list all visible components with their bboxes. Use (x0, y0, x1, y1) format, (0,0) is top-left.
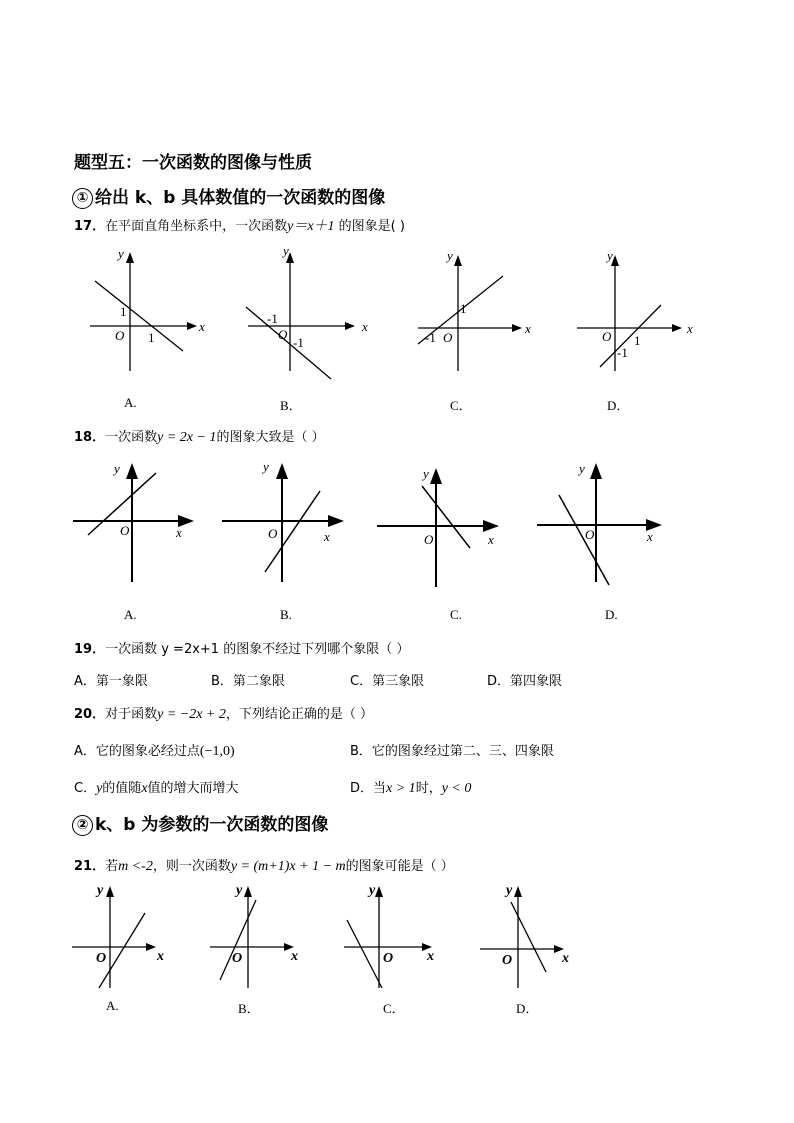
q19-option-d: D．第四象限 (487, 674, 563, 689)
x-intercept-label: 1 (634, 333, 641, 348)
origin-label: O (383, 951, 394, 966)
q18-option-b-label: B. (280, 607, 292, 622)
q20-option-c-end: 值的增大而增大 (147, 781, 239, 796)
x-axis-label: x (324, 529, 330, 544)
q20-option-b: B．它的图象经过第二、三、四象限 (350, 744, 554, 759)
q20-option-c-prefix: C． (74, 781, 97, 796)
origin-label: O (278, 327, 288, 342)
origin-label: O (96, 951, 107, 966)
q20-option-d-mid: 时， (415, 781, 442, 796)
q17-graph-b (243, 243, 373, 373)
subsection-2-title: k、b 为参数的一次函数的图像 (95, 815, 329, 835)
q18-number: 18． (74, 430, 106, 445)
q18-graph-a (70, 455, 205, 590)
q21-option-b-label: B． (238, 1001, 260, 1016)
circled-two-mark: ② (72, 815, 93, 836)
q17-graph-a (85, 243, 215, 373)
q20-option-c-mid: 的值随 (102, 781, 142, 796)
q21-graph-b (208, 880, 308, 990)
q18-stem (74, 426, 325, 446)
x-axis-label: x (157, 949, 164, 964)
q18-graph-c (375, 460, 510, 595)
q20-number: 20． (74, 707, 106, 722)
q17-graph-c (415, 243, 545, 373)
q21-text-mid: ，则一次函数 (152, 859, 231, 874)
q17-text-after: 的图象是( ) (334, 219, 405, 234)
q21-graph-d (478, 880, 578, 990)
q20-option-d-prefix: D．当 (350, 781, 387, 796)
q19-option-c: C．第三象限 (350, 674, 425, 689)
y-axis-label: y (283, 243, 289, 258)
q21-stem (74, 855, 454, 875)
origin-label: O (602, 329, 612, 344)
q20-option-c (74, 777, 239, 797)
q18-text-before: 一次函数 (105, 430, 158, 445)
q19-number: 19． (74, 642, 106, 657)
y-axis-label: y (447, 248, 453, 263)
x-axis-label: x (562, 951, 569, 966)
y-axis-label: y (263, 459, 269, 474)
q21-text-before: 若 (105, 859, 119, 874)
origin-label: O (443, 330, 453, 345)
origin-label: O (232, 951, 243, 966)
x-axis-label: x (687, 321, 693, 336)
q19-option-b: B．第二象限 (211, 674, 285, 689)
q20-option-d-cond: x > 1 (386, 781, 416, 796)
origin-label: O (268, 526, 278, 541)
origin-label: O (502, 953, 513, 968)
y-axis-label: y (579, 461, 585, 476)
q18-option-a-label: A. (124, 607, 137, 622)
q20-option-d (350, 777, 471, 797)
x-intercept-label: -1 (267, 311, 278, 326)
q20-option-a-text: A．它的图象必经过点 (74, 744, 200, 759)
q21-text-after: 的图象可能是（ ） (345, 859, 454, 874)
q18-formula: y = 2x − 1 (157, 430, 217, 445)
x-axis-label: x (199, 319, 205, 334)
q20-formula: y = −2x + 2 (157, 707, 226, 722)
q17-option-a-label: A. (124, 395, 137, 410)
q17-option-c-label: C． (450, 398, 472, 413)
origin-label: O (585, 527, 595, 542)
q19-text: 一次函数 y =2x+1 的图象不经过下列哪个象限（ ） (105, 642, 410, 657)
q17-graph-d (575, 243, 705, 373)
q19-option-a: A．第一象限 (74, 674, 148, 689)
y-intercept-label: 1 (460, 301, 467, 316)
q20-stem (74, 703, 373, 723)
y-intercept-label: -1 (617, 345, 628, 360)
q21-graph-c (342, 880, 442, 990)
q21-option-c-label: C． (383, 1001, 405, 1016)
y-axis-label: y (236, 883, 243, 898)
q20-option-c-var-y: y (96, 781, 103, 796)
y-axis-label: y (118, 246, 124, 261)
y-axis-label: y (506, 883, 513, 898)
x-axis-label: x (427, 949, 434, 964)
q17-number: 17． (74, 219, 106, 234)
y-intercept-label: 1 (120, 304, 127, 319)
x-axis-label: x (362, 319, 368, 334)
q21-formula: y = (m+1)x + 1 − m (230, 859, 346, 874)
q21-graph-a (70, 880, 170, 990)
origin-label: O (120, 523, 130, 538)
origin-label: O (115, 328, 125, 343)
q17-option-b-label: B． (280, 398, 302, 413)
subsection-1-title: 给出 k、b 具体数值的一次函数的图像 (95, 188, 386, 208)
y-axis-label: y (423, 466, 429, 481)
x-intercept-label: -1 (425, 330, 436, 345)
y-axis-label: y (607, 248, 613, 263)
q17-stem (74, 215, 405, 235)
q17-option-d-label: D． (607, 398, 630, 413)
x-axis-label: x (488, 532, 494, 547)
q18-text-after: 的图象大致是（ ） (216, 430, 325, 445)
x-axis-label: x (176, 525, 182, 540)
subsection-1-heading (72, 183, 385, 209)
q21-condition: m <-2 (118, 859, 153, 874)
q21-number: 21． (74, 859, 106, 874)
q18-option-c-label: C. (450, 607, 462, 622)
q20-text-after: ，下列结论正确的是（ ） (225, 707, 374, 722)
x-axis-label: x (647, 529, 653, 544)
y-intercept-label: -1 (293, 335, 304, 350)
section-title: 题型五：一次函数的图像与性质 (74, 153, 312, 173)
x-intercept-label: 1 (148, 330, 155, 345)
q18-graph-d (535, 455, 670, 590)
y-axis-label: y (114, 461, 120, 476)
q20-text-before: 对于函数 (105, 707, 158, 722)
q20-option-a (74, 740, 235, 760)
q17-formula: y＝x＋1 (287, 219, 335, 234)
q18-option-d-label: D. (605, 607, 618, 622)
q20-option-d-result: y < 0 (441, 781, 472, 796)
q20-option-c-var-x: x (141, 781, 148, 796)
x-axis-label: x (525, 321, 531, 336)
x-axis-label: x (291, 949, 298, 964)
y-axis-label: y (97, 883, 104, 898)
q21-option-a-label: A. (106, 998, 119, 1013)
subsection-2-heading (72, 810, 328, 836)
q21-option-d-label: D． (516, 1001, 539, 1016)
q20-option-a-point: (−1,0) (199, 744, 235, 759)
origin-label: O (424, 532, 434, 547)
q18-graph-b (220, 455, 355, 590)
q19-stem (74, 638, 409, 657)
circled-one-mark: ① (72, 188, 93, 209)
q17-text-before: 在平面直角坐标系中，一次函数 (105, 219, 288, 234)
y-axis-label: y (369, 883, 376, 898)
